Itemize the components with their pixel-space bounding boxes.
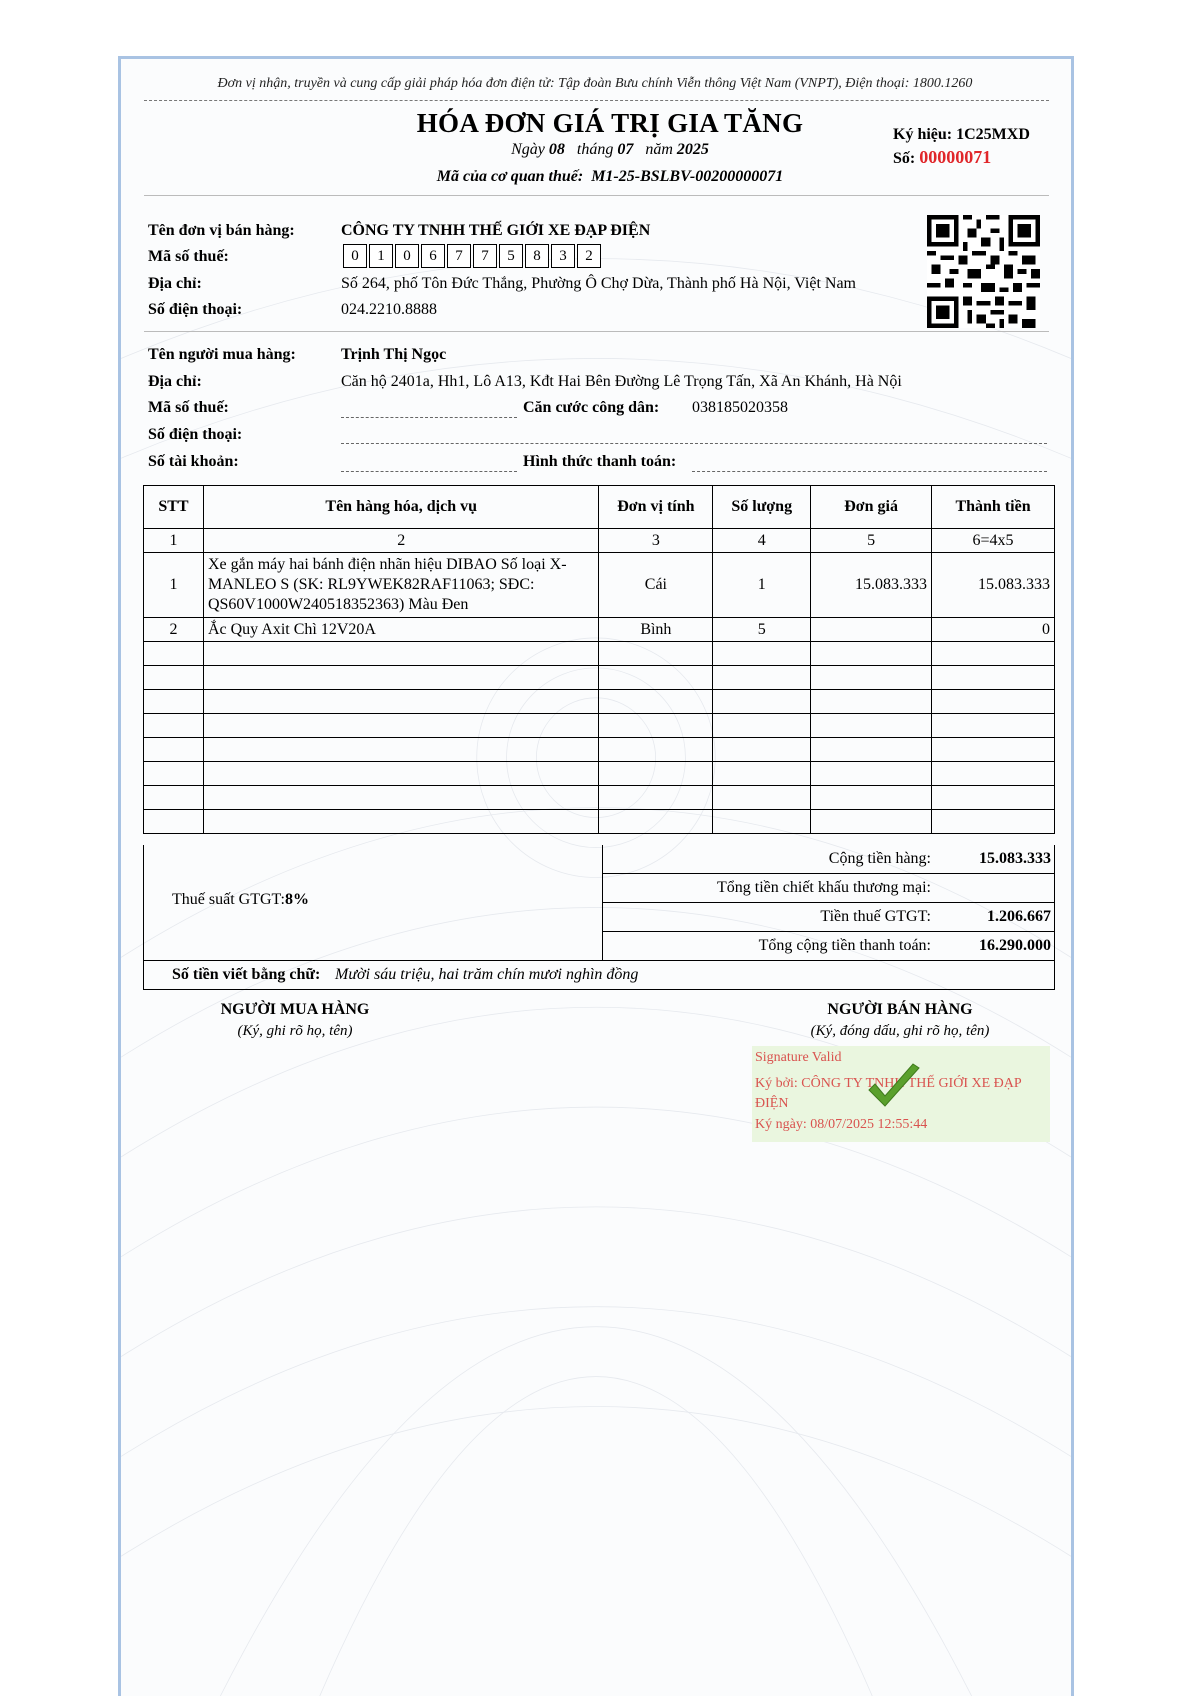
index-cell: 5 [811,529,932,553]
seller-sign-sub: (Ký, đóng dấu, ghi rõ họ, tên) [810,1023,990,1039]
index-cell: 3 [599,529,713,553]
empty-row [144,786,1055,810]
sig-by: Ký bởi: CÔNG TY TNHH THẾ GIỚI XE ĐẠP ĐIỆN [755,1076,1022,1111]
date-month: 07 [617,141,634,158]
header-unit: Đơn vị tính [599,486,713,529]
date-year: 2025 [676,141,709,158]
vat-amount-label: Tiền thuế GTGT: [820,908,931,925]
row-price: 15.083.333 [811,553,932,618]
sig-date: Ký ngày: 08/07/2025 12:55:44 [755,1117,928,1132]
seller-name: CÔNG TY TNHH THẾ GIỚI XE ĐẠP ĐIỆN [341,222,651,239]
total-value: 16.290.000 [979,937,1051,954]
table-row [144,618,1055,642]
invoice-number [893,147,991,168]
buyer-tax-label: Mã số thuế: [148,399,229,416]
total-row [603,932,1055,960]
table-row [144,553,1055,618]
seller-sign-title: NGƯỜI BÁN HÀNG [827,1001,973,1018]
row-unit: Cái [599,553,713,618]
date-year-label: năm [645,141,673,158]
index-cell: 4 [713,529,811,553]
total-label: Tổng cộng tiền thanh toán: [758,937,931,954]
vat-amount-value: 1.206.667 [987,908,1051,925]
buyer-address: Căn hộ 2401a, Hh1, Lô A13, Kđt Hai Bên Đường Lê Trọng Tấn, Xã An Khánh, Hà Nội [341,373,902,390]
buyer-sign-sub: (Ký, ghi rõ họ, tên) [237,1023,353,1039]
buyer-phone-label: Số điện thoại: [148,426,243,443]
index-cell: 1 [144,529,204,553]
date-day-label: Ngày [511,141,545,158]
qr-code-icon [927,215,1040,328]
payment-method-label: Hình thức thanh toán: [523,453,677,470]
invoice-symbol [893,126,1030,144]
buyer-tax-line [341,417,517,418]
tax-authority-code [380,168,840,186]
items-table [143,485,1055,834]
buyer-name-label: Tên người mua hàng: [148,346,296,363]
empty-row [144,666,1055,690]
row-amount: 15.083.333 [932,553,1055,618]
row-name: Ắc Quy Axit Chì 12V20A [203,618,599,642]
payment-method-line [692,471,1047,472]
tax-digit-box: 8 [525,244,549,268]
index-cell: 2 [203,529,599,553]
header-stt: STT [144,486,204,529]
buyer-account-label: Số tài khoản: [148,453,239,470]
row-name: Xe gắn máy hai bánh điện nhãn hiệu DIBAO Số loại X-MANLEO S (SK: RL9YWEK82RAF11063; SĐC: QS60V1000W240518352363) Màu Đen [203,553,599,618]
vat-rate-value: 8% [284,891,309,908]
summary-section [143,845,1055,990]
tax-digit-box: 6 [421,244,445,268]
seller-phone-label: Số điện thoại: [148,301,243,318]
vat-rate-cell [144,845,603,960]
tax-digit-box: 5 [499,244,523,268]
divider [144,195,1049,196]
divider [144,100,1049,101]
symbol-value: 1C25MXD [956,126,1030,143]
row-amount: 0 [932,618,1055,642]
table-header-row [144,486,1055,529]
empty-row [144,690,1055,714]
tax-authority-code-label: Mã của cơ quan thuế: [436,168,584,185]
symbol-label: Ký hiệu: [893,126,953,143]
buyer-sign-title: NGƯỜI MUA HÀNG [220,1001,370,1018]
empty-row [144,642,1055,666]
digital-signature[interactable] [752,1046,1050,1142]
seller-phone: 024.2210.8888 [341,301,437,318]
provider-text: Đơn vị nhận, truyền và cung cấp giải pháp hóa đơn điện tử: Tập đoàn Bưu chính Viễn thông Việt Nam (VNPT), Điện thoại: 1800.1260 [217,76,973,91]
sig-status: Signature Valid [755,1050,842,1065]
words-value: Mười sáu triệu, hai trăm chín mươi nghìn đồng [335,966,639,983]
invoice-date [380,141,840,159]
buyer-id-label: Căn cước công dân: [523,399,660,416]
date-month-label: tháng [576,141,614,158]
number-value: 00000071 [919,147,992,167]
vat-amount-row [603,903,1055,932]
subtotal-row [603,845,1055,874]
header-price: Đơn giá [811,486,932,529]
row-price [811,618,932,642]
row-stt: 2 [144,618,204,642]
subtotal-value: 15.083.333 [979,850,1051,867]
row-qty: 1 [713,553,811,618]
seller-tax-code [343,244,603,268]
invoice-title: HÓA ĐƠN GIÁ TRỊ GIA TĂNG [416,108,804,138]
table-index-row [144,529,1055,553]
buyer-name: Trịnh Thị Ngọc [341,346,447,363]
vat-rate-label: Thuế suất GTGT: [172,891,285,908]
buyer-account-line [341,471,517,472]
words-label: Số tiền viết bằng chữ: [172,966,321,983]
row-qty: 5 [713,618,811,642]
amount-in-words [144,960,1054,990]
number-label: Số: [893,150,916,167]
seller-name-label: Tên đơn vị bán hàng: [148,222,295,239]
buyer-address-label: Địa chỉ: [148,373,202,390]
subtotal-label: Cộng tiền hàng: [828,850,931,867]
seller-tax-label: Mã số thuế: [148,248,229,265]
tax-digit-box: 0 [343,244,367,268]
row-unit: Bình [599,618,713,642]
check-icon [865,1062,923,1112]
discount-label: Tổng tiền chiết khấu thương mại: [717,879,931,896]
date-day: 08 [548,141,565,158]
header-qty: Số lượng [713,486,811,529]
header-amount: Thành tiền [932,486,1055,529]
empty-row [144,810,1055,834]
empty-row [144,714,1055,738]
divider [144,331,1049,332]
empty-row [144,738,1055,762]
buyer-phone-line [341,443,1047,444]
buyer-id: 038185020358 [692,399,788,416]
tax-digit-box: 0 [395,244,419,268]
tax-digit-box: 1 [369,244,393,268]
tax-digit-box: 7 [447,244,471,268]
row-stt: 1 [144,553,204,618]
seller-address: Số 264, phố Tôn Đức Thắng, Phường Ô Chợ Dừa, Thành phố Hà Nội, Việt Nam [341,275,856,292]
tax-digit-box: 3 [551,244,575,268]
tax-digit-box: 2 [577,244,601,268]
tax-authority-code-value: M1-25-BSLBV-00200000071 [591,168,784,185]
discount-row [603,874,1055,903]
index-cell: 6=4x5 [932,529,1055,553]
tax-digit-box: 7 [473,244,497,268]
empty-row [144,762,1055,786]
seller-address-label: Địa chỉ: [148,275,202,292]
header-name: Tên hàng hóa, dịch vụ [203,486,599,529]
vat-rate [172,891,309,909]
